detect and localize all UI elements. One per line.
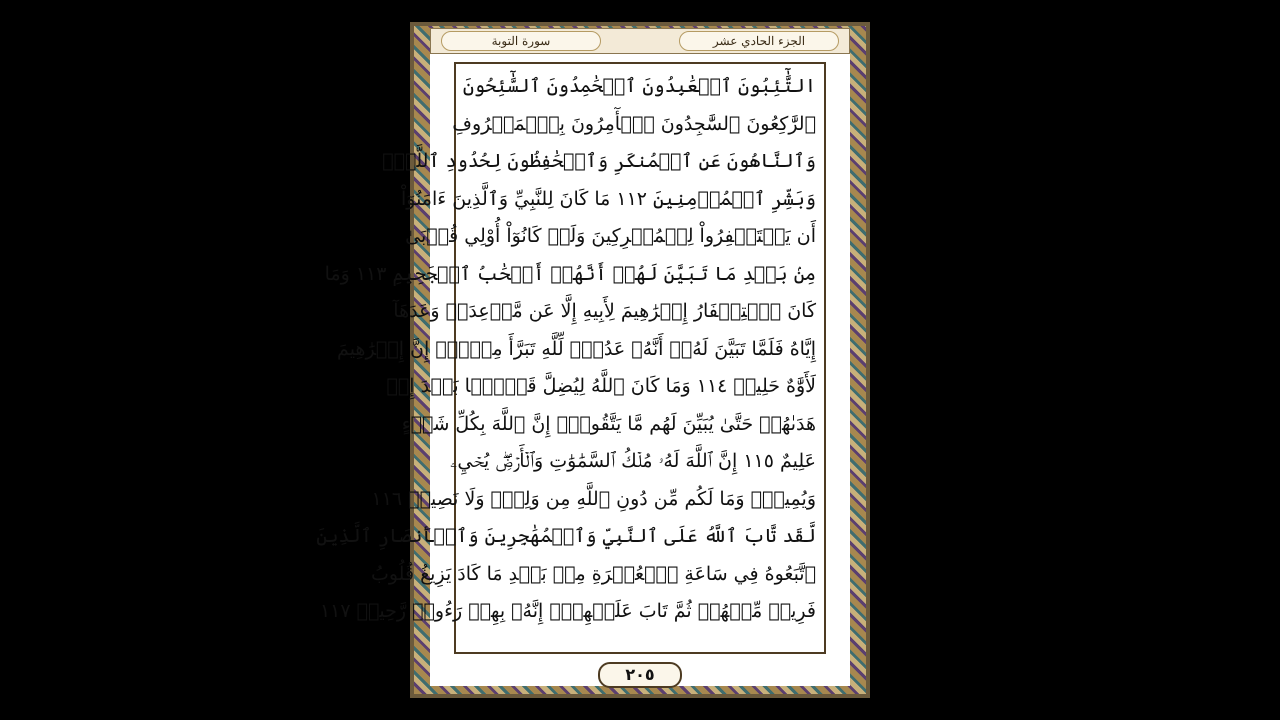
page-header: [430, 28, 850, 54]
verse-line: كَانَ ٱسۡتِغۡفَارُ إِبۡرَٰهِيمَ لِأَبِيهِ إِلَّا عَن مَّوۡعِدَةٖ وَعَدَهَآ: [393, 300, 816, 322]
verse-line: عَلِيمٌ ١١٥ إِنَّ ٱللَّهَ لَهُۥ مُلۡكُ ٱلسَّمَٰوَٰتِ وَٱلۡأَرۡضِۖ يُحۡيِۦ: [450, 450, 816, 472]
verse-line: وَبَشِّرِ ٱلۡمُؤۡمِنِينَ ١١٢ مَا كَانَ لِلنَّبِيِّ وَٱلَّذِينَ ءَامَنُوٓاْ: [400, 187, 816, 210]
mushaf-page: [316, 22, 870, 698]
juz-label: الجزء الحادي عشر: [679, 31, 839, 51]
verse-line: وَٱلنَّاهُونَ عَنِ ٱلۡمُنكَرِ وَٱلۡحَٰفِظُونَ لِحُدُودِ ٱللَّهِۗ: [382, 150, 816, 172]
page-number: ٢٠٥: [598, 662, 682, 688]
verse-line: أَن يَسۡتَغۡفِرُواْ لِلۡمُشۡرِكِينَ وَلَوۡ كَانُوٓاْ أُوْلِي قُرۡبَىٰ: [405, 225, 816, 247]
verse-line: هَدَىٰهُمۡ حَتَّىٰ يُبَيِّنَ لَهُم مَّا يَتَّقُونَۚ إِنَّ ٱللَّهَ بِكُلِّ شَيۡءٍ: [401, 412, 816, 435]
verse-line: وَيُمِيتُۚ وَمَا لَكُم مِّن دُونِ ٱللَّهِ مِن وَلِيّٖ وَلَا نَصِيرٖ ١١٦: [371, 487, 816, 510]
verse-line: لَأَوَّٰهٌ حَلِيمٞ ١١٤ وَمَا كَانَ ٱللَّهُ لِيُضِلَّ قَوۡمَۢا بَعۡدَ إِذۡ: [386, 375, 816, 397]
verse-line: ٱتَّبَعُوهُ فِي سَاعَةِ ٱلۡعُسۡرَةِ مِنۢ بَعۡدِ مَا كَادَ يَزِيغُ قُلُوبُ: [370, 562, 816, 585]
verse-line: إِيَّاهُ فَلَمَّا تَبَيَّنَ لَهُۥٓ أَنَّهُۥ عَدُوّٞ لِّلَّهِ تَبَرَّأَ مِنۡهُۚ إِنَّ إِبۡرَٰهِيمَ: [337, 337, 816, 360]
verse-text-area: [316, 62, 826, 654]
verse-line: فَرِيقٖ مِّنۡهُمۡ ثُمَّ تَابَ عَلَيۡهِمۡۚ إِنَّهُۥ بِهِمۡ رَءُوفٞ رَّحِيمٞ ١١٧: [319, 600, 816, 622]
verse-line: مِنۢ بَعۡدِ مَا تَبَيَّنَ لَهُمۡ أَنَّهُمۡ أَصۡحَٰبُ ٱلۡجَحِيمِ ١١٣ وَمَا: [324, 262, 816, 285]
verse-line: ٱلرَّٰكِعُونَ ٱلسَّٰجِدُونَ ٱلۡأٓمِرُونَ بِٱلۡمَعۡرُوفِ: [452, 112, 816, 135]
verse-line: لَّقَد تَّابَ ٱللَّهُ عَلَى ٱلنَّبِيِّ وَٱلۡمُهَٰجِرِينَ وَٱلۡأَنصَارِ ٱلَّذِينَ: [316, 525, 816, 547]
verse-line: التَّٰٓئِبُونَ ٱلۡعَٰبِدُونَ ٱلۡحَٰمِدُونَ ٱلسَّٰٓئِحُونَ: [462, 75, 816, 97]
surah-label: سورة التوبة: [441, 31, 601, 51]
